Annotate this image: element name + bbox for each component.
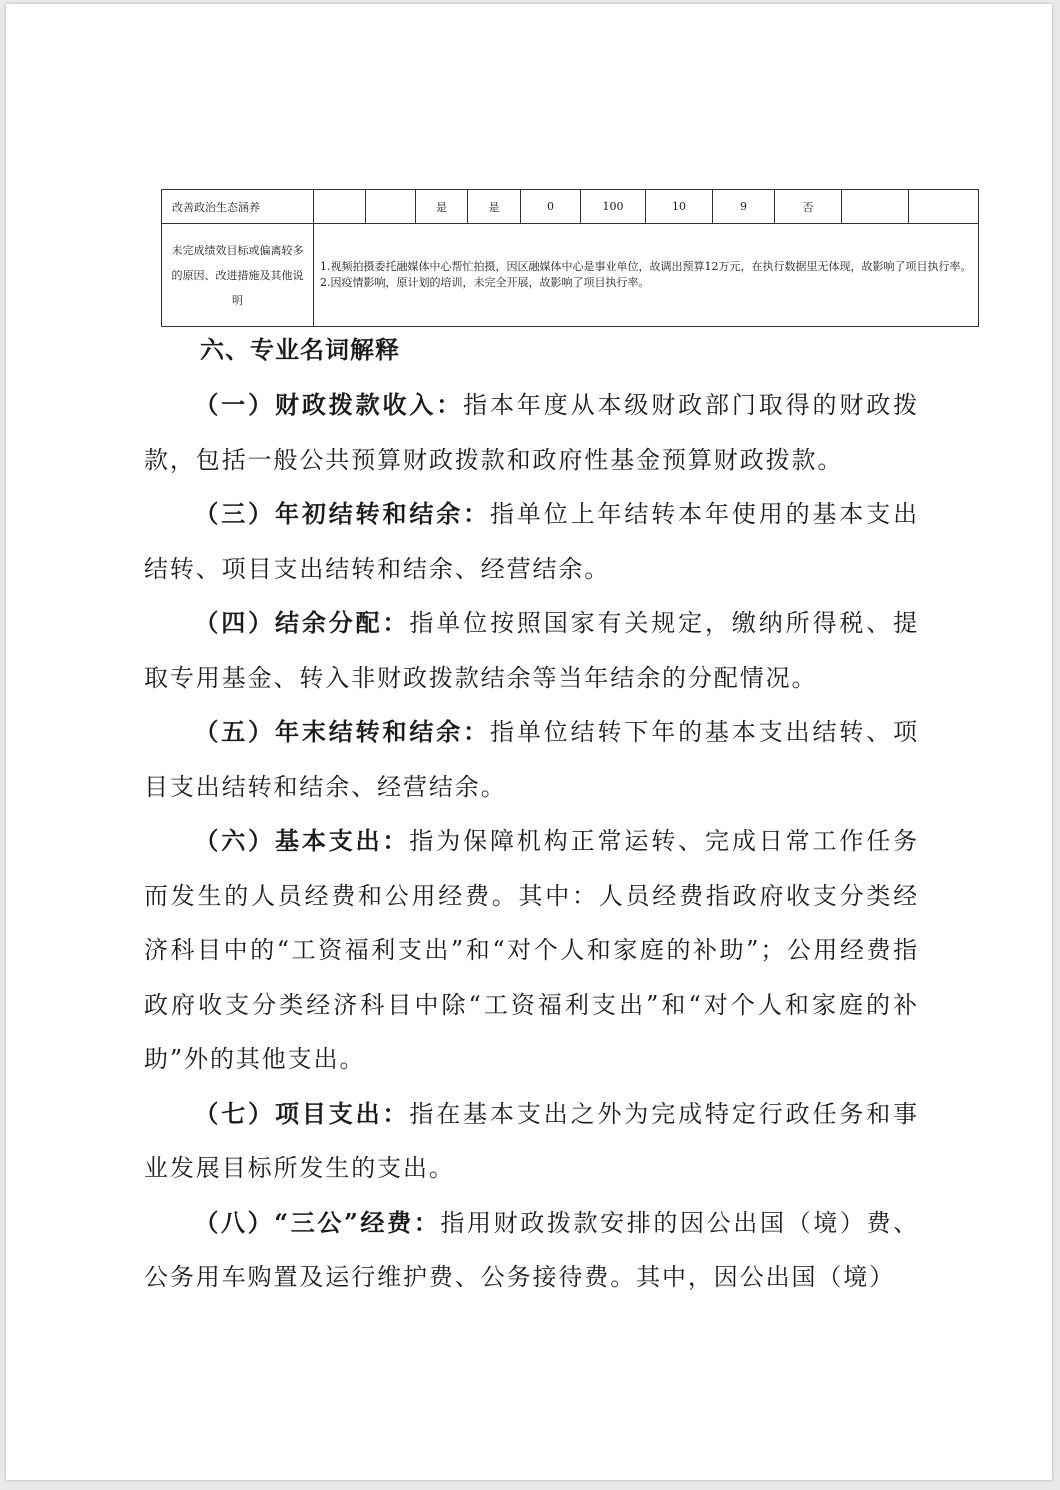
definition-term: （七）项目支出： <box>194 1098 410 1128</box>
table-cell <box>909 190 979 224</box>
performance-table <box>161 189 979 327</box>
definition-paragraph <box>144 1087 919 1196</box>
table-cell: 是 <box>416 190 468 224</box>
indicator-label: 改善政治生态涵养 <box>162 190 314 224</box>
table-cell: 9 <box>713 190 775 224</box>
definition-text: 指单位上年结转本年使用的基本支出结转、项目支出结转和结余、经营结余。 <box>144 500 919 583</box>
table-row <box>162 224 979 327</box>
table-cell <box>842 190 909 224</box>
explanation-label: 未完成绩效目标或偏离较多的原因、改进措施及其他说明 <box>162 224 314 327</box>
definition-term: （四）结余分配： <box>194 608 410 637</box>
definition-text: 指本年度从本级财政部门取得的财政拨款，包括一般公共预算财政拨款和政府性基金预算财政拨款。 <box>144 391 919 474</box>
definition-term: （三）年初结转和结余： <box>194 499 490 528</box>
table-cell <box>314 190 366 224</box>
definition-paragraph <box>144 378 919 487</box>
table-row <box>162 190 979 224</box>
section-title: 六、专业名词解释 <box>200 335 400 364</box>
explanation-note: 1.视频拍摄委托融媒体中心帮忙拍摄，因区融媒体中心是事业单位，故调出预算12万元，在执行数据里无体现，故影响了项目执行率。2.因疫情影响，原计划的培训，未完全开展，故影响了项目执行率。 <box>314 224 979 327</box>
table-cell: 100 <box>581 190 646 224</box>
definitions-body <box>144 378 919 1305</box>
definition-text: 指用财政拨款安排的因公出国（境）费、公务用车购置及运行维护费、公务接待费。其中，因公出国（境） <box>144 1208 920 1291</box>
definition-text: 指为保障机构正常运转、完成日常工作任务而发生的人员经费和公用经费。其中：人员经费指政府收支分类经济科目中的“工资福利支出”和“对个人和家庭的补助”；公用经费指政府收支分类经济科目中除“工资福利支出”和“对个人和家庭的补助”外的其他支出。 <box>144 827 919 1073</box>
table-cell: 否 <box>775 190 842 224</box>
definition-text: 指单位结转下年的基本支出结转、项目支出结转和结余、经营结余。 <box>144 718 919 801</box>
table-cell: 是 <box>468 190 521 224</box>
definition-paragraph <box>144 596 919 705</box>
table-cell: 0 <box>521 190 581 224</box>
definition-term: （一）财政拨款收入： <box>194 390 464 419</box>
definition-paragraph <box>144 1196 919 1305</box>
table-cell <box>366 190 416 224</box>
definition-term: （五）年末结转和结余： <box>194 717 490 746</box>
definition-term: （八）“三公”经费： <box>194 1207 441 1237</box>
definition-paragraph <box>144 814 919 1087</box>
definition-text: 指在基本支出之外为完成特定行政任务和事业发展目标所发生的支出。 <box>144 1099 919 1182</box>
definition-paragraph <box>144 705 919 814</box>
definition-paragraph <box>144 487 919 596</box>
table-cell: 10 <box>646 190 713 224</box>
definition-term: （六）基本支出： <box>194 826 410 855</box>
definition-text: 指单位按照国家有关规定，缴纳所得税、提取专用基金、转入非财政拨款结余等当年结余的分配情况。 <box>144 609 919 692</box>
